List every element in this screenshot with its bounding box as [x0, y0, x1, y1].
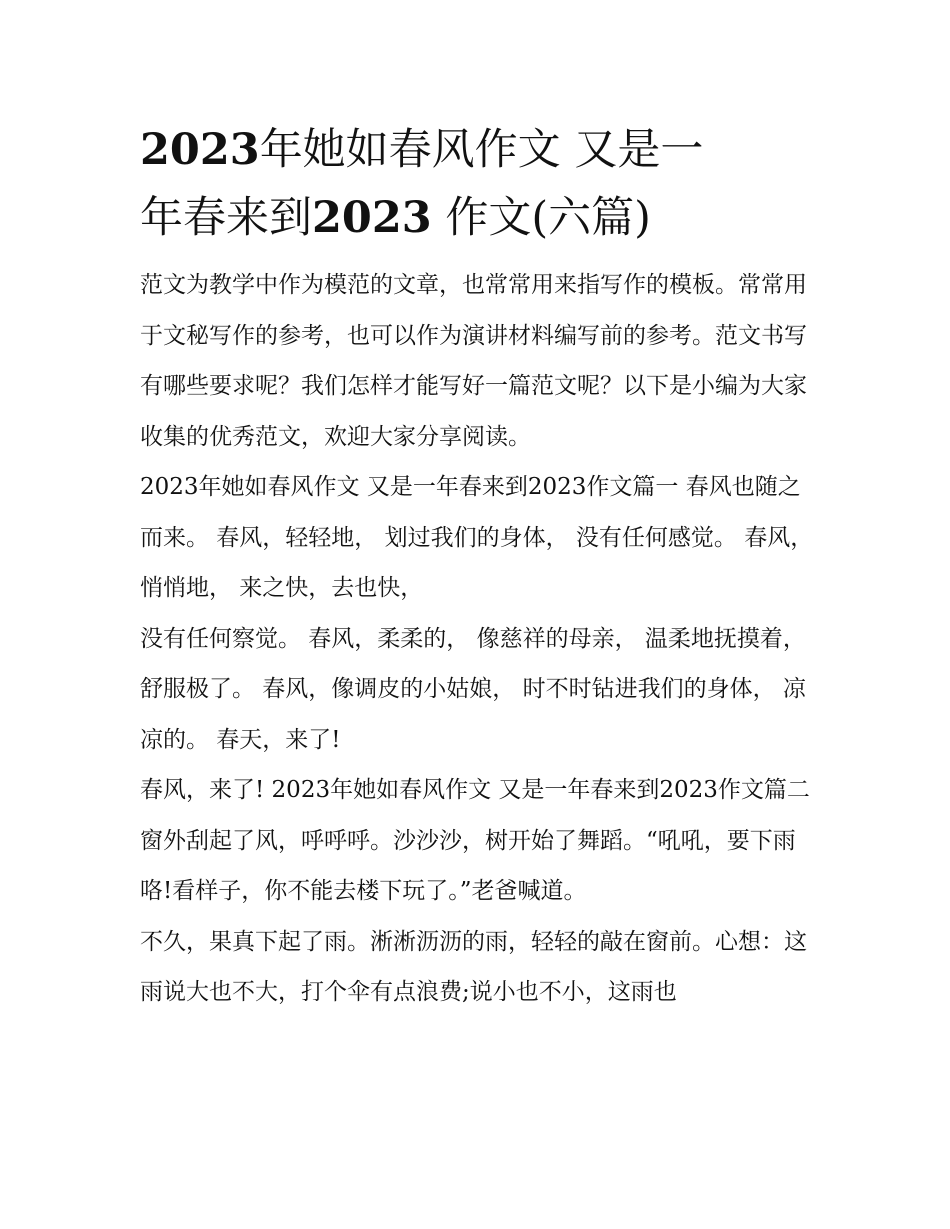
document-page [140, 116, 815, 1018]
paragraph-essay-2-part-2: 不久，果真下起了雨。淅淅沥沥的雨，轻轻的敲在窗前。心想：这雨说大也不大，打个伞有点浪费;说小也不小，这雨也 [140, 928, 807, 1005]
title-year-1: 2023 [140, 125, 260, 175]
paragraph-essay-2-part-1: 窗外刮起了风，呼呼呼。沙沙沙，树开始了舞蹈。“吼吼，要下雨咯!看样子，你不能去楼下玩了。”老爸喊道。 [140, 827, 796, 904]
title-part-2: 年春来到 [140, 193, 312, 243]
title-part-1: 年她如春风作文 又是一 [259, 125, 704, 175]
title-part-3: 作文(六篇) [431, 193, 651, 243]
paragraph-intro: 范文为教学中作为模范的文章，也常常用来指写作的模板。常常用于文秘写作的参考，也可以作为演讲材料编写前的参考。范文书写有哪些要求呢？我们怎样才能写好一篇范文呢？以下是小编为大家收集的优秀范文，欢迎大家分享阅读。 [140, 272, 807, 450]
paragraph-essay-1-part-2: 没有任何察觉。 春风，柔柔的， 像慈祥的母亲， 温柔地抚摸着， 舒服极了。 春风，像调皮的小姑娘， 时不时钻进我们的身体， 凉凉的。 春天，来了! [140, 625, 806, 753]
paragraph-essay-2-heading: 春风，来了! 2023年她如春风作文 又是一年春来到2023作文篇二 [140, 777, 810, 803]
document-title [140, 116, 815, 252]
paragraph-essay-1-part-1: 2023年她如春风作文 又是一年春来到2023作文篇一 春风也随之而来。 春风，轻轻地， 划过我们的身体， 没有任何感觉。 春风，悄悄地， 来之快，去也快， [140, 474, 814, 601]
title-year-2: 2023 [312, 193, 432, 243]
